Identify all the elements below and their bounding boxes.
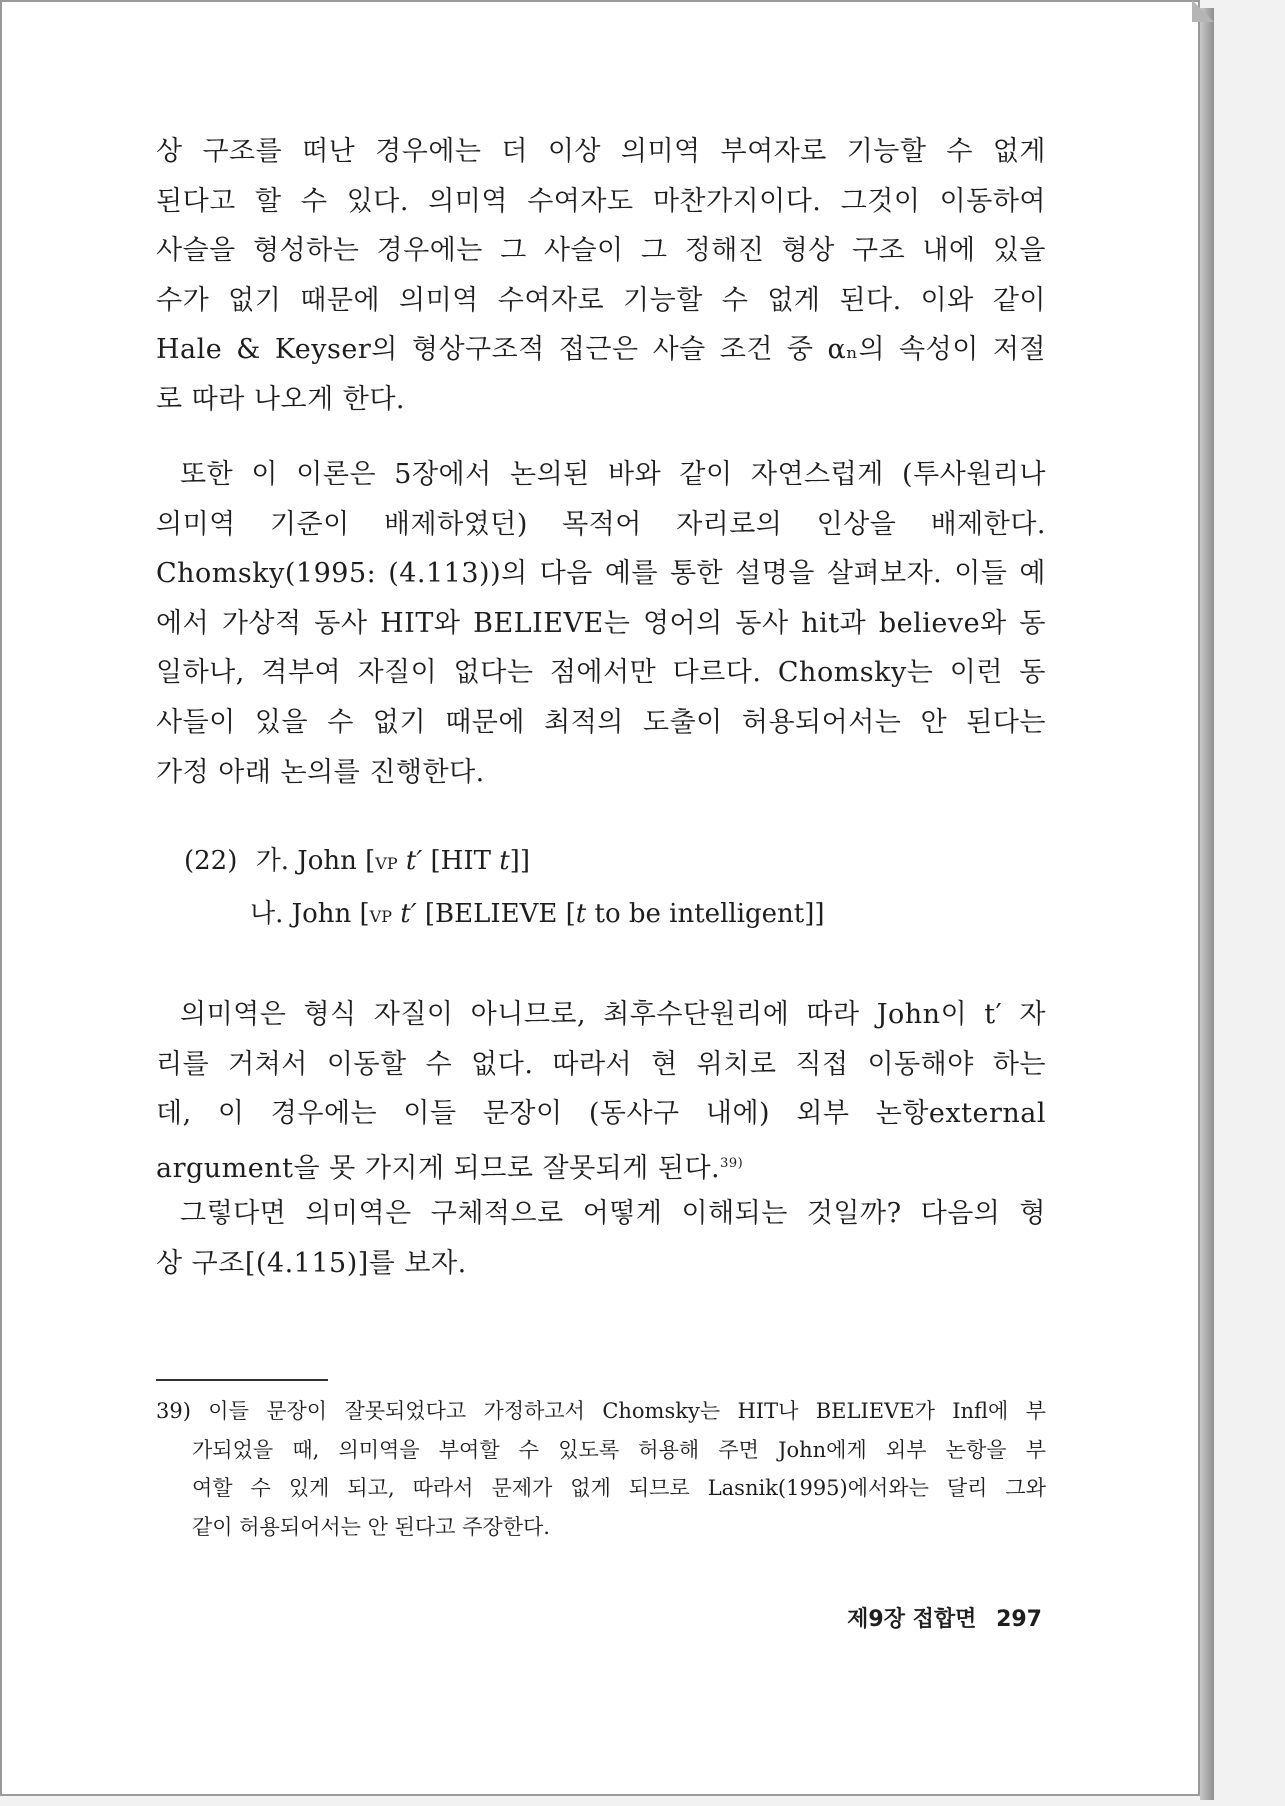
example-22b <box>250 893 825 930</box>
example-marker: 나. <box>250 899 284 929</box>
text-line: 리를 거쳐서 이동할 수 없다. 따라서 현 위치로 직접 이동해야 하는 <box>156 1048 1046 1080</box>
text-line: 사슬을 형성하는 경우에는 그 사슬이 그 정해진 형상 구조 내에 있을 <box>156 235 1046 267</box>
example-marker: 가. <box>255 846 290 876</box>
example-text: [BELIEVE [ <box>424 899 576 929</box>
text-line: 의미역 기준이 배제하였던) 목적어 자리로의 인상을 배제한다. <box>156 508 1046 540</box>
text-line: 수가 없기 때문에 의미역 수여자로 기능할 수 없게 된다. 이와 같이 <box>156 284 1046 316</box>
example-22a <box>184 840 530 877</box>
text-fragment: argument을 못 가지게 되므로 잘못되게 된다. <box>156 1152 721 1184</box>
trace: t′ <box>400 899 417 929</box>
bracket: ]] <box>509 846 530 876</box>
footnote-divider <box>156 1379 328 1381</box>
trace: t <box>499 846 510 876</box>
vp-label: VP <box>369 907 392 926</box>
paragraph-3 <box>156 990 1046 1193</box>
footnote-ref[interactable]: 39) <box>720 1155 744 1171</box>
bracket: [ <box>365 846 376 876</box>
text-line: 된다고 할 수 있다. 의미역 수여자도 마찬가지이다. 그것이 이동하여 <box>156 185 1046 217</box>
example-subject: John <box>297 846 357 876</box>
trace: t′ <box>405 846 423 876</box>
text-line: 또한 이 이론은 5장에서 논의된 바와 같이 자연스럽게 (투사원리나 <box>180 459 1046 490</box>
page-edge-shadow <box>1200 8 1214 1800</box>
chapter-title: 제9장 접합면 <box>847 1607 977 1632</box>
bracket: [ <box>359 899 370 929</box>
footnote-line: 여할 수 있게 되고, 따라서 문제가 없게 되므로 Lasnik(1995)에서와는 달리 그와 <box>192 1476 1046 1500</box>
running-footer <box>847 1602 1042 1633</box>
text-line: 사들이 있을 수 없기 때문에 최적의 도출이 허용되어서는 안 된다는 <box>156 706 1046 738</box>
text-line: Hale & Keyser의 형상구조적 접근은 사슬 조건 중 αₙ의 속성이 저절 <box>156 334 1046 366</box>
example-subject: John <box>291 899 352 929</box>
page-number: 297 <box>996 1607 1042 1632</box>
text-line: 데, 이 경우에는 이들 문장이 (동사구 내에) 외부 논항external <box>156 1098 1046 1130</box>
paragraph-2 <box>156 450 1046 797</box>
example-text: [HIT <box>430 846 500 876</box>
text-line: 일하나, 격부여 자질이 없다는 점에서만 다르다. Chomsky는 이런 동 <box>156 657 1046 689</box>
footnote-line: 39) 이들 문장이 잘못되었다고 가정하고서 Chomsky는 HIT나 BELIEVE가 Infl에 부 <box>156 1399 1046 1423</box>
paragraph-4 <box>156 1189 1046 1288</box>
text-line: Chomsky(1995: (4.113))의 다음 예를 통한 설명을 살펴보자. 이들 예 <box>156 558 1046 590</box>
text-line: 상 구조[(4.115)]를 보자. <box>156 1247 467 1279</box>
paragraph-1 <box>156 127 1046 425</box>
text-line <box>156 1139 1046 1194</box>
text-line: 의미역은 형식 자질이 아니므로, 최후수단원리에 따라 John이 t′ 자 <box>180 999 1046 1030</box>
text-line: 그렇다면 의미역은 구체적으로 어떻게 이해되는 것일까? 다음의 형 <box>180 1198 1046 1229</box>
page-corner-fold <box>1192 0 1214 22</box>
trace: t <box>575 899 587 929</box>
text-line: 로 따라 나오게 한다. <box>156 383 405 415</box>
footnote-line: 같이 허용되어서는 안 된다고 주장한다. <box>192 1514 550 1539</box>
text-line: 가정 아래 논의를 진행한다. <box>156 756 485 788</box>
footnote-39 <box>156 1392 1046 1546</box>
example-text: to be intelligent]] <box>586 899 825 929</box>
text-line: 에서 가상적 동사 HIT와 BELIEVE는 영어의 동사 hit과 believe와 동 <box>156 607 1046 639</box>
text-line: 상 구조를 떠난 경우에는 더 이상 의미역 부여자로 기능할 수 없게 <box>156 136 1046 167</box>
example-number: (22) <box>184 846 238 876</box>
vp-label: VP <box>375 854 398 873</box>
footnote-line: 가되었을 때, 의미역을 부여할 수 있도록 허용해 주면 John에게 외부 논항을 부 <box>192 1437 1046 1462</box>
